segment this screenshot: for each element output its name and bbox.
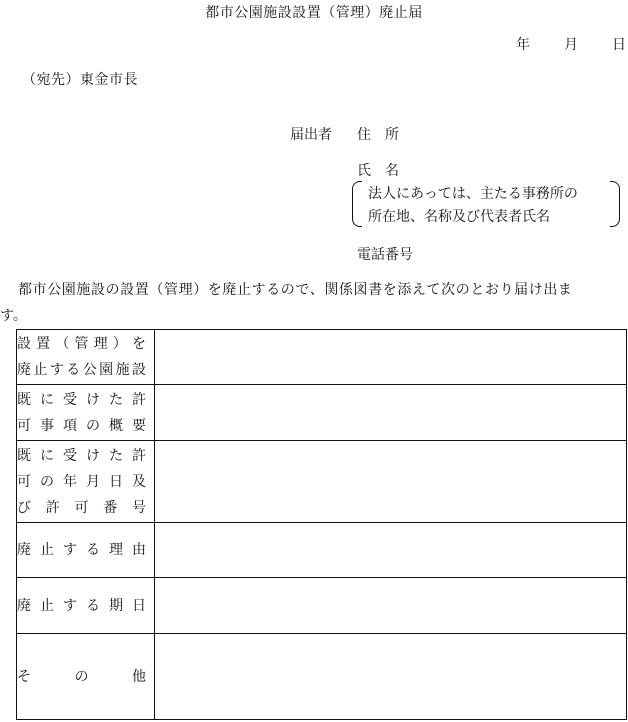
document-title: 都市公園施設設置（管理）廃止届 — [205, 5, 423, 21]
field-facility[interactable] — [155, 330, 627, 385]
label-line: 可の年月日及 — [17, 473, 146, 490]
corporate-note-line1: 法人にあっては、主たる事務所の — [368, 186, 578, 202]
notification-form-table — [16, 329, 627, 720]
label-line: 設置（管理）を — [17, 336, 146, 352]
row-label-permit-date-number — [17, 441, 155, 523]
field-reason[interactable] — [155, 523, 627, 578]
left-bracket — [352, 181, 362, 227]
label-line: 廃止する期日 — [17, 597, 146, 614]
statement-line1: 都市公園施設の設置（管理）を廃止するので、関係図書を添えて次のとおり届け出ま — [18, 282, 573, 298]
field-permit-summary[interactable] — [155, 385, 627, 441]
row-label-reason — [17, 523, 155, 578]
right-bracket — [610, 181, 620, 227]
statement-line2: す。 — [0, 308, 27, 324]
phone-label: 電話番号 — [357, 247, 413, 263]
table-row — [17, 634, 627, 720]
row-label-end-date — [17, 578, 155, 634]
field-other[interactable] — [155, 634, 627, 720]
label-line: 既に受けた許 — [17, 447, 146, 464]
label-line: その他 — [17, 668, 146, 685]
table-row — [17, 578, 627, 634]
row-label-other — [17, 634, 155, 720]
notifier-label: 届出者 — [290, 127, 332, 143]
row-label-permit-summary — [17, 385, 155, 441]
label-line: 既に受けた許 — [17, 391, 146, 408]
corporate-note-line2: 所在地、名称及び代表者氏名 — [368, 209, 550, 225]
label-line: 廃止する公園施設 — [17, 362, 146, 378]
date-day-label: 日 — [612, 37, 626, 53]
date-month-label: 月 — [564, 37, 578, 53]
label-line: 可事項の概要 — [17, 417, 146, 434]
field-end-date[interactable] — [155, 578, 627, 634]
address-label: 住 所 — [357, 127, 399, 143]
table-row — [17, 441, 627, 523]
table-row — [17, 330, 627, 385]
date-fields — [516, 34, 626, 54]
table-row — [17, 385, 627, 441]
field-permit-date-number[interactable] — [155, 441, 627, 523]
name-label: 氏 名 — [357, 163, 399, 179]
label-line: 廃止する理由 — [17, 542, 146, 558]
date-year-label: 年 — [516, 37, 530, 53]
addressee: （宛先）東金市長 — [22, 72, 138, 88]
corporate-note-bracket — [352, 181, 620, 231]
table-row — [17, 523, 627, 578]
row-label-facility — [17, 330, 155, 385]
label-line: び許可番号 — [17, 499, 146, 516]
